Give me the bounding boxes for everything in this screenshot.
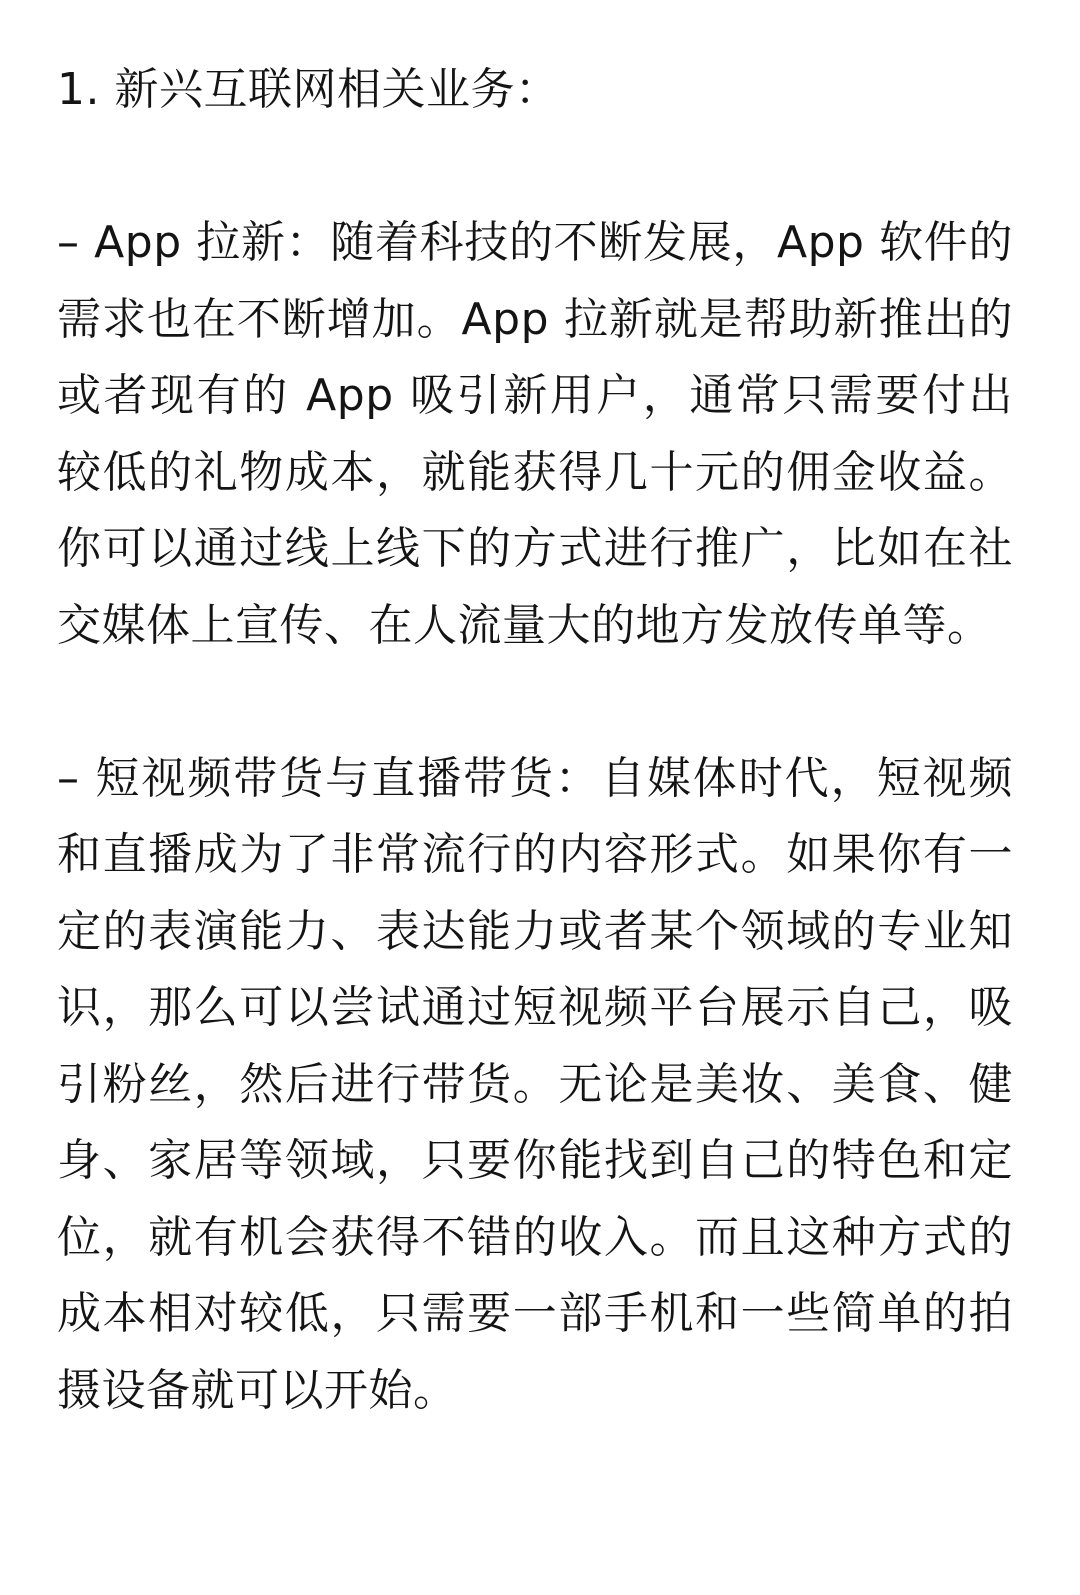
- paragraph-short-video-live-commerce: – 短视频带货与直播带货：自媒体时代，短视频和直播成为了非常流行的内容形式。如果你有一定的表演能力、表达能力或者某个领域的专业知识，那么可以尝试通过短视频平台展示自己，吸引粉丝，然后进行带货。无论是美妆、美食、健身、家居等领域，只要你能找到自己的特色和定位，就有机会获得不错的收入。而且这种方式的成本相对较低，只需要一部手机和一些简单的拍摄设备就可以开始。: [57, 752, 1013, 1416]
- article-body: [57, 52, 1013, 1429]
- paragraph-app-referral: – App 拉新：随着科技的不断发展，App 软件的需求也在不断增加。App 拉新就是帮助新推出的或者现有的 App 吸引新用户，通常只需要付出较低的礼物成本，就能获得几十元的佣金收益。你可以通过线上线下的方式进行推广，比如在社交媒体上宣传、在人流量大的地方发放传单等。: [57, 217, 1013, 651]
- section-heading: 1. 新兴互联网相关业务：: [57, 64, 560, 115]
